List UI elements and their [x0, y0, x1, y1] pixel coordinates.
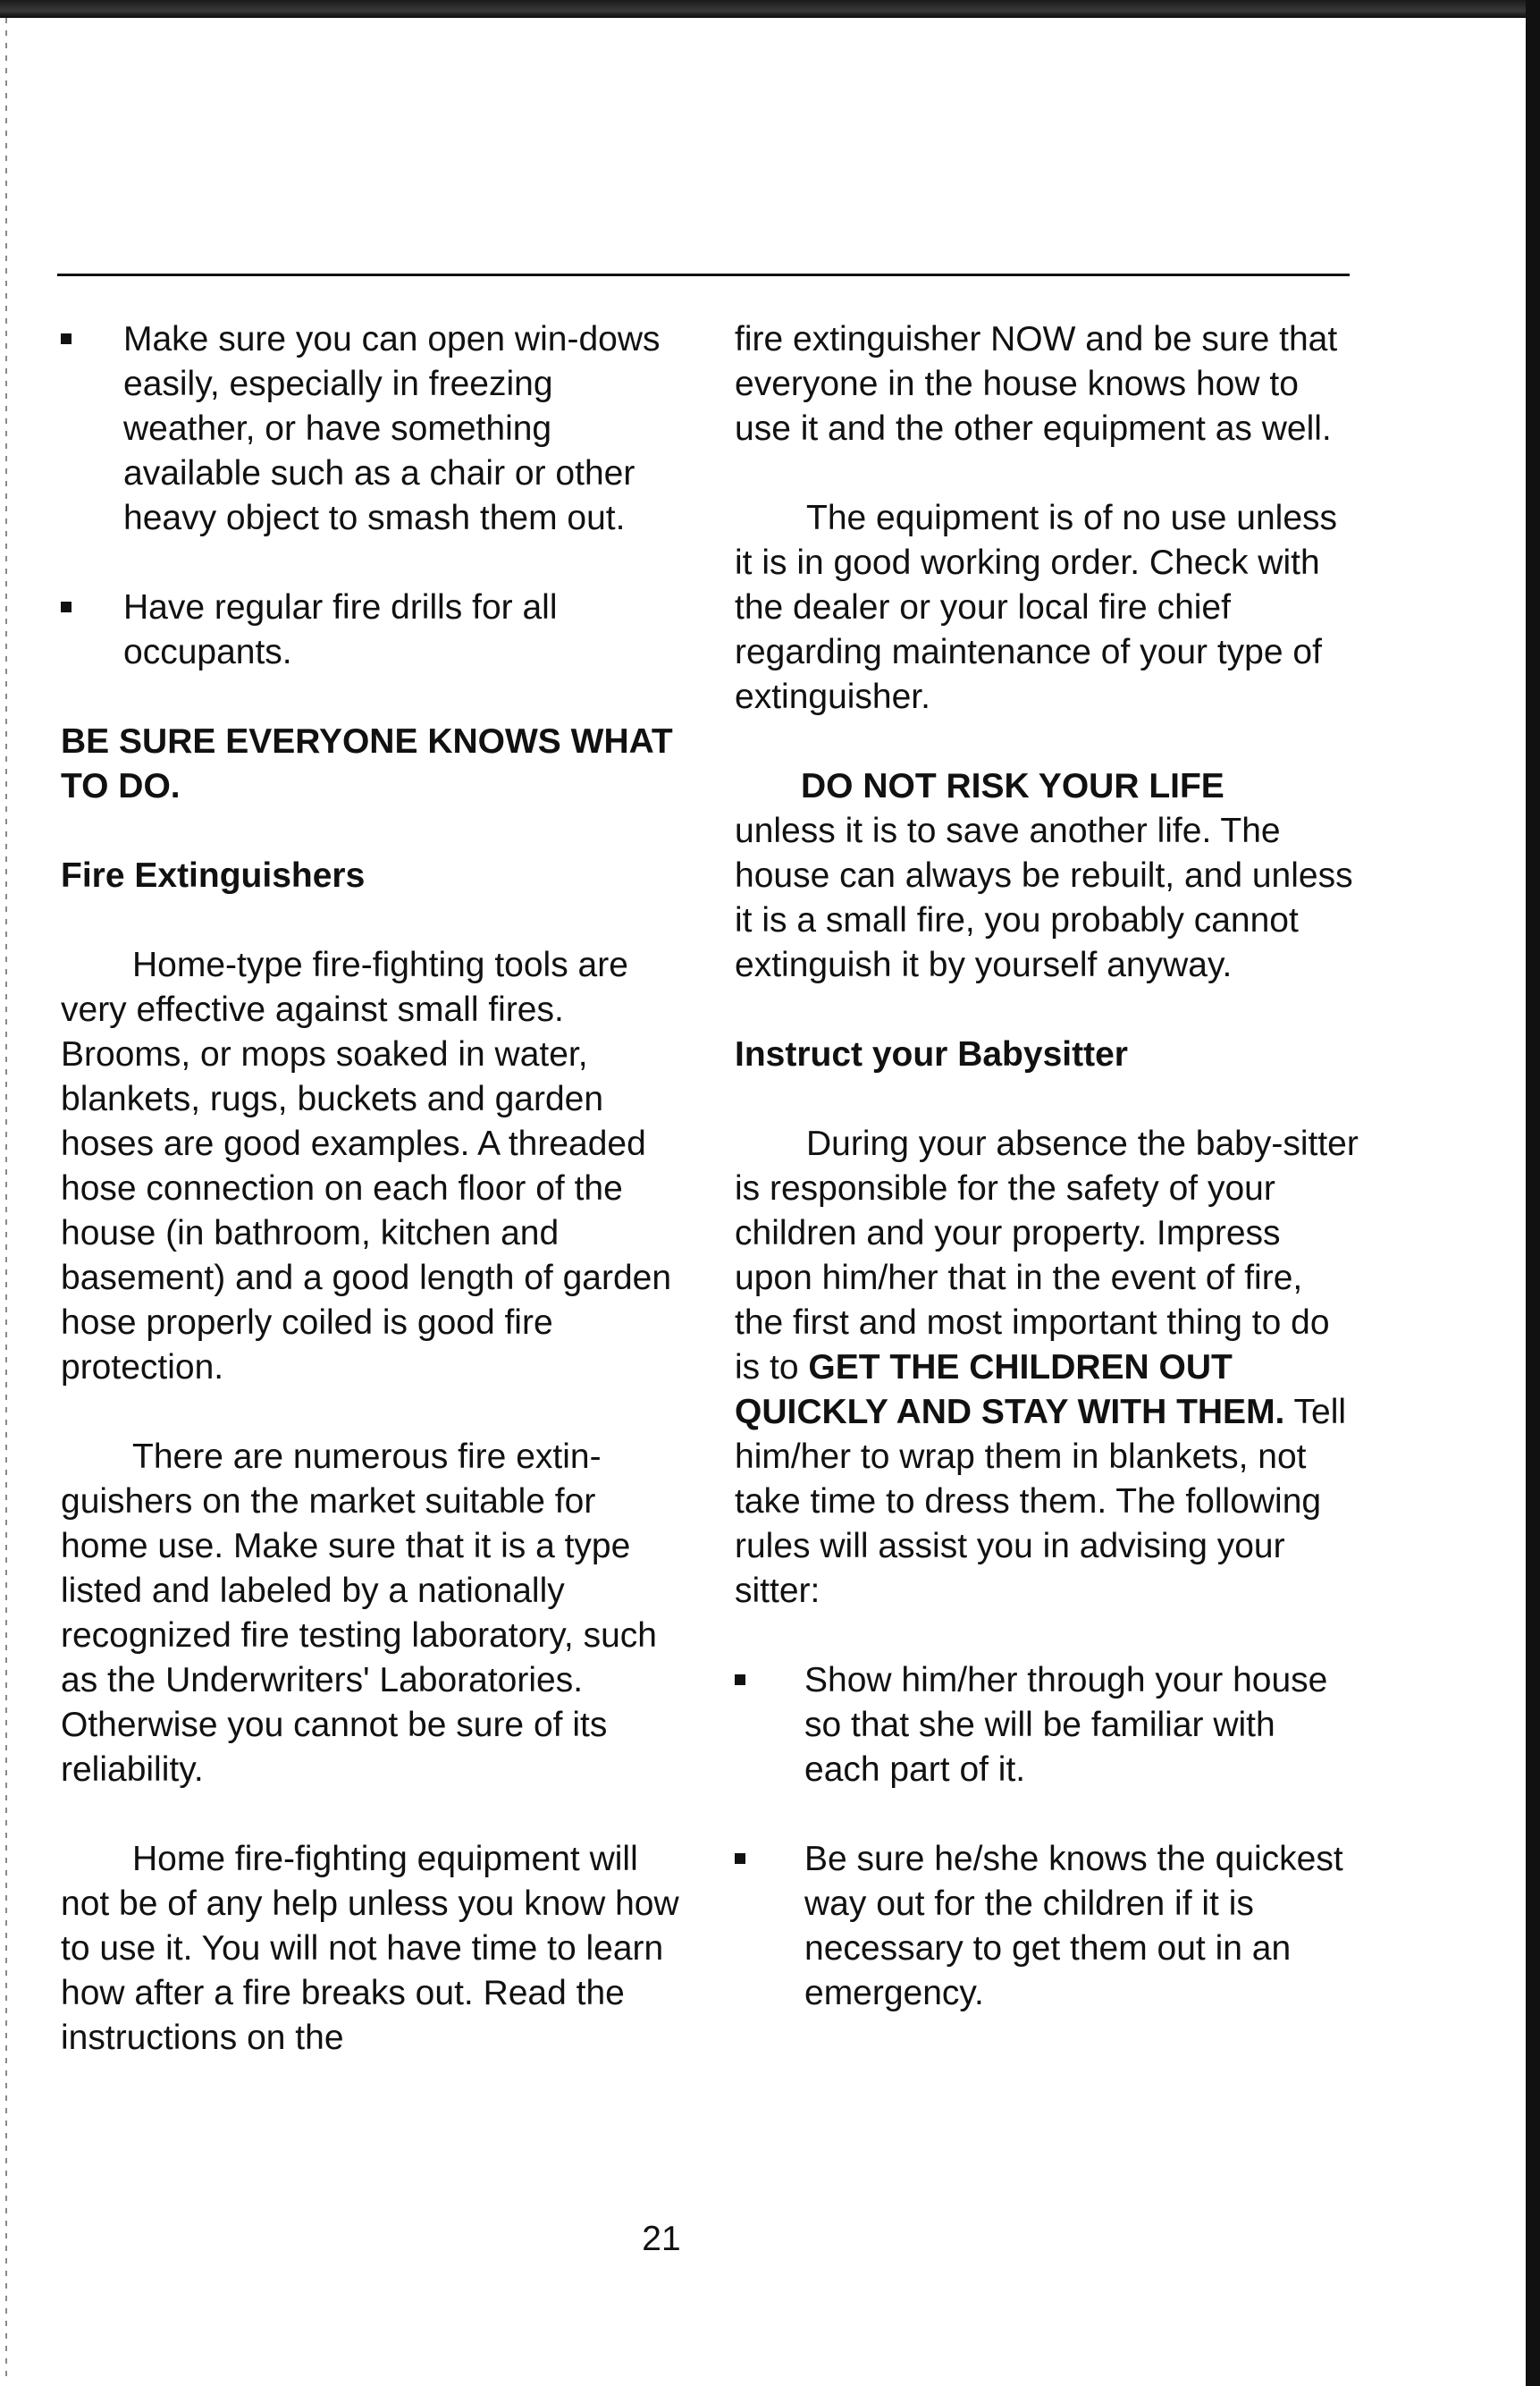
left-column [61, 317, 686, 2061]
bullet-square-icon [735, 1853, 745, 1864]
bullet-text: Make sure you can open win-dows easily, especially in freezing weather, or have something available such as a chair or other heavy object to smash them out. [123, 320, 661, 537]
right-column [735, 317, 1360, 2016]
paragraph-text: Tell him/her to wrap them in blankets, not take time to dress them. The following rules will assist you in advising your sitter: [735, 1393, 1347, 1610]
page-number: 21 [642, 2220, 681, 2258]
callout-heading: BE SURE EVERYONE KNOWS WHAT TO DO. [61, 722, 673, 805]
scan-edge-left [5, 18, 7, 2378]
bullet-square-icon [61, 602, 72, 612]
emphasis-text: GET THE CHILDREN OUT QUICKLY AND STAY WITH THEM. [735, 1348, 1285, 1431]
paragraph: Home-type fire-fighting tools are very effective against small fires. Brooms, or mops soaked in water, blankets, rugs, buckets and garden hoses are good examples. A threaded hose connection on each floor of the house (in bathroom, kitchen and basement) and a good length of garden hose properly coiled is good fire protection. [61, 946, 672, 1387]
risk-heading: DO NOT RISK YOUR LIFE [801, 767, 1224, 805]
header-rule [57, 274, 1350, 276]
paragraph: unless it is to save another life. The house can always be rebuilt, and unless it is a small fire, you probably cannot extinguish it by yourself anyway. [735, 812, 1353, 984]
bullet-square-icon [735, 1674, 745, 1685]
list-item [735, 1658, 1360, 1792]
scan-edge-right [1526, 0, 1540, 2386]
section-heading-babysitter: Instruct your Babysitter [735, 1035, 1128, 1074]
bullet-text: Show him/her through your house so that she will be familiar with each part of it. [804, 1661, 1328, 1789]
bullet-text: Have regular fire drills for all occupants. [123, 588, 558, 671]
paragraph: The equipment is of no use unless it is in good working order. Check with the dealer or your local fire chief regarding maintenance of your type of extinguisher. [735, 499, 1338, 716]
paragraph [735, 1122, 1360, 1614]
list-item [735, 1837, 1360, 2016]
list-item [61, 586, 686, 675]
paragraph-continued: fire extinguisher NOW and be sure that everyone in the house knows how to use it and the other equipment as well. [735, 320, 1338, 448]
bullet-square-icon [61, 333, 72, 344]
paragraph: There are numerous fire extin-guishers on the market suitable for home use. Make sure that it is a type listed and labeled by a nationally recognized fire testing laboratory, such as the Underwriters' Laboratories. Otherwise you cannot be sure of its reliability. [61, 1438, 657, 1789]
scan-edge-top [0, 0, 1540, 18]
bullet-text: Be sure he/she knows the quickest way out for the children if it is necessary to get them out in an emergency. [804, 1840, 1343, 2012]
paragraph-text: During your absence the baby-sitter is responsible for the safety of your children and your property. Impress upon him/her that in the event of fire, the first and most important thing to do is to [735, 1125, 1359, 1387]
paragraph: Home fire-fighting equipment will not be of any help unless you know how to use it. You will not have time to learn how after a fire breaks out. Read the instructions on the [61, 1840, 679, 2057]
list-item [61, 317, 686, 541]
section-heading-fire-extinguishers: Fire Extinguishers [61, 856, 366, 895]
